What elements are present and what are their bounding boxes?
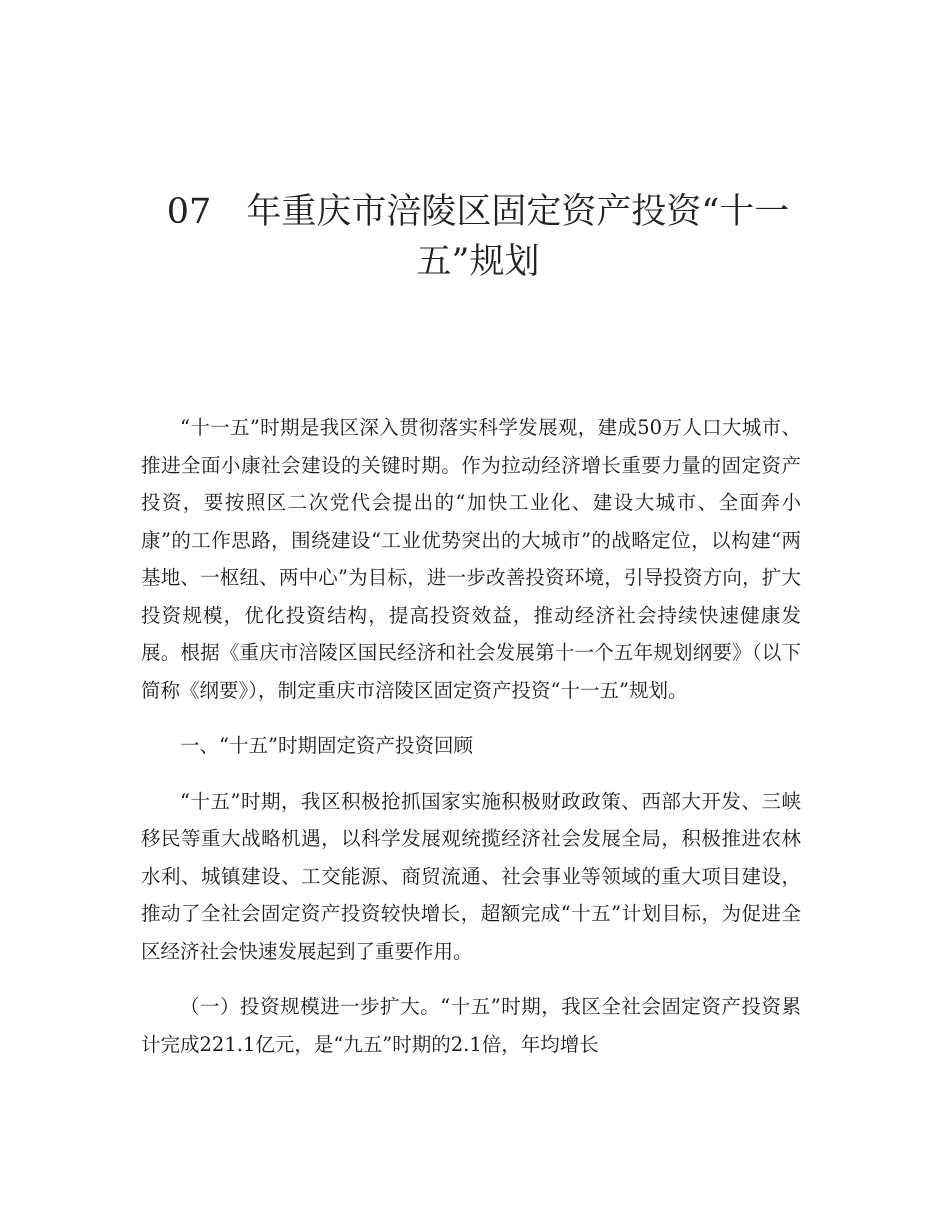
document-body	[141, 409, 801, 1063]
document-title: 07 年重庆市涪陵区固定资产投资“十一五”规划	[166, 192, 790, 282]
intro-paragraph: “十一五”时期是我区深入贯彻落实科学发展观，建成50万人口大城市、推进全面小康社会建设的关键时期。作为拉动经济增长重要力量的固定资产投资，要按照区二次党代会提出的“加快工业化、建设大城市、全面奔小康”的工作思路，围绕建设“工业优势突出的大城市”的战略定位，以构建“两基地、一枢纽、两中心”为目标，进一步改善投资环境，引导投资方向，扩大投资规模，优化投资结构，提高投资效益，推动经济社会持续快速健康发展。根据《重庆市涪陵区国民经济和社会发展第十一个五年规划纲要》（以下简称《纲要》），制定重庆市涪陵区固定资产投资“十一五”规划。	[141, 416, 801, 702]
review-paragraph: “十五”时期，我区积极抢抓国家实施积极财政政策、西部大开发、三峡移民等重大战略机遇，以科学发展观统揽经济社会发展全局，积极推进农林水利、城镇建设、工交能源、商贸流通、社会事业等领域的重大项目建设，推动了全社会固定资产投资较快增长，超额完成“十五”计划目标，为促进全区经济社会快速发展起到了重要作用。	[141, 789, 801, 963]
scale-paragraph: （一）投资规模进一步扩大。“十五”时期，我区全社会固定资产投资累计完成221.1亿元，是“九五”时期的2.1倍，年均增长	[141, 995, 801, 1056]
section-heading: 一、“十五”时期固定资产投资回顾	[180, 734, 473, 757]
